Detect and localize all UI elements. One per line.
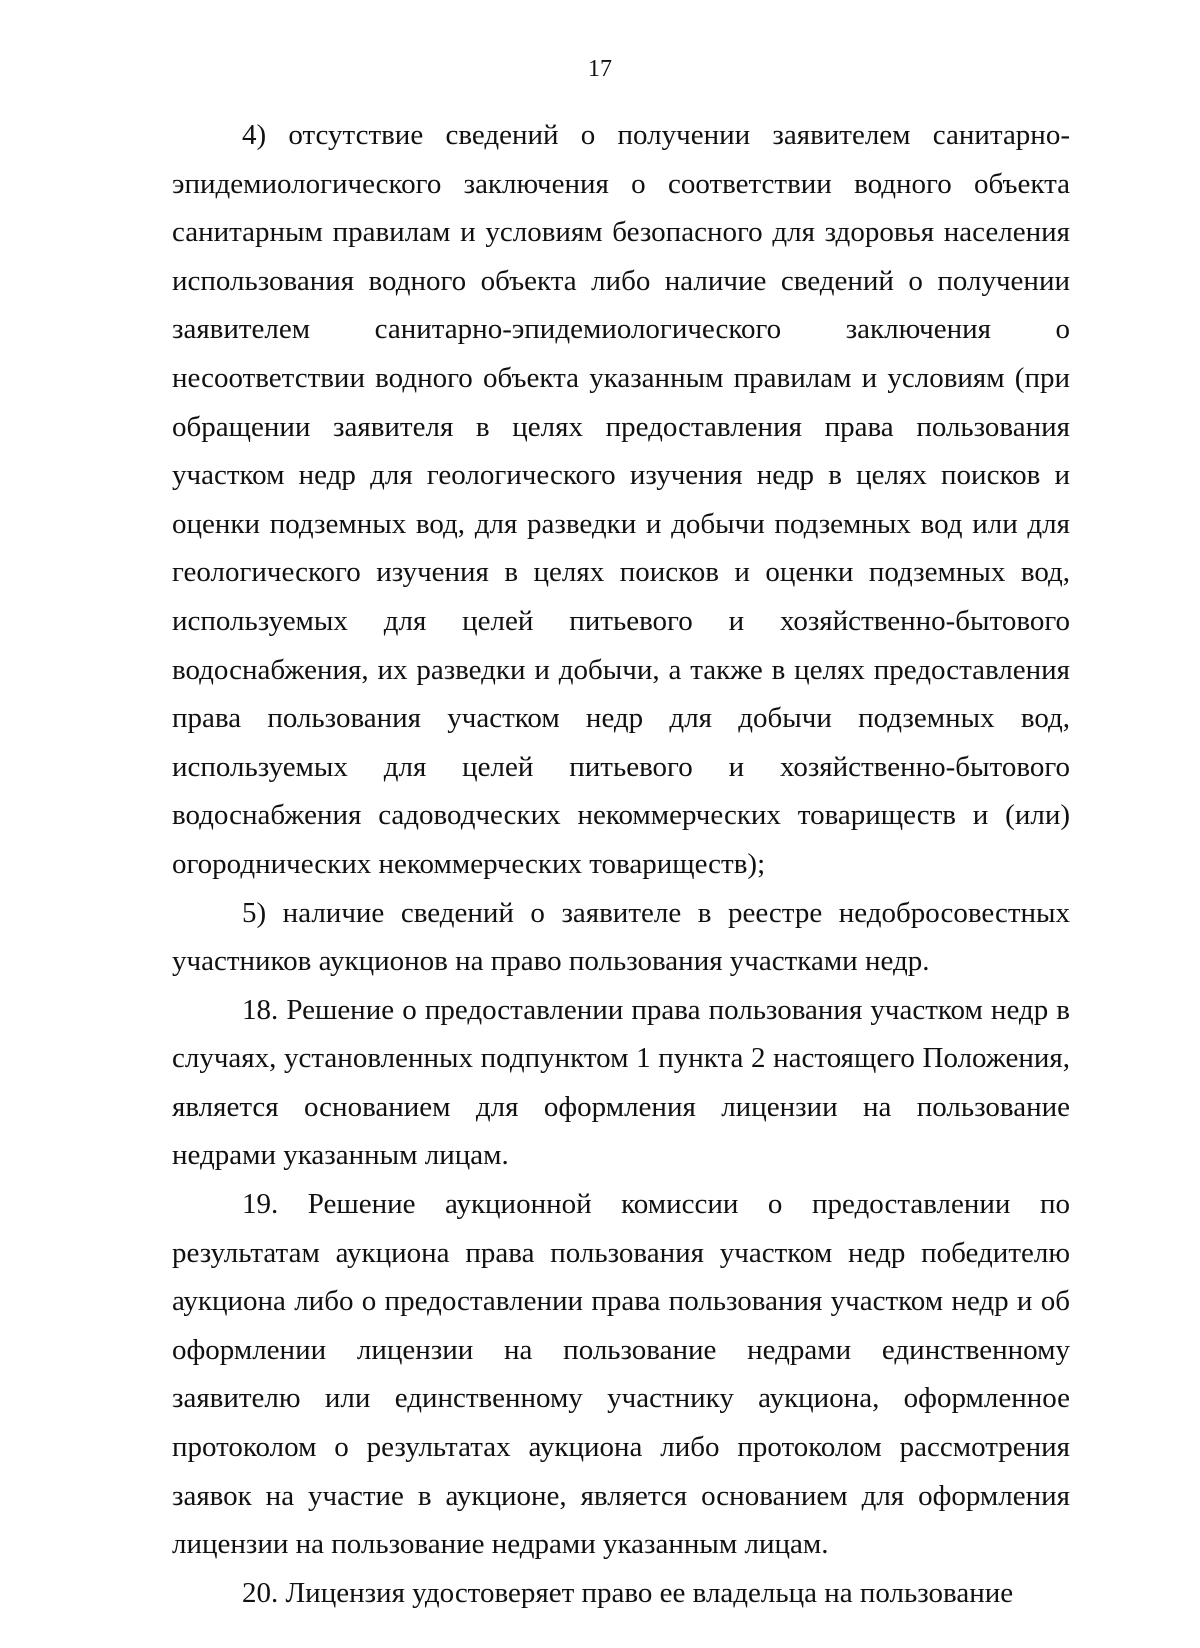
paragraph-clause-19: 19. Решение аукционной комиссии о предоставлении по результатам аукциона права пользования участком недр победителю аукциона либо о предоставлении права пользования участком недр и об оформлении лицензии на пользование недрами единственному заявителю или единственному участнику аукциона, оформленное протоколом о результатах аукциона либо протоколом рассмотрения заявок на участие в аукционе, является основанием для оформления лицензии на пользование недрами указанным лицам. <box>172 1188 1070 1561</box>
paragraph-item-4: 4) отсутствие сведений о получении заявителем санитарно-эпидемиологического заключения о соответствии водного объекта санитарным правилам и условиям безопасного для здоровья населения использования водного объекта либо наличие сведений о получении заявителем санитарно-эпидемиологического заключения о несоответствии водного объекта указанным правилам и условиям (при обращении заявителя в целях предоставления права пользования участком недр для геологического изучения недр в целях поисков и оценки подземных вод, для разведки и добычи подземных вод или для геологического изучения в целях поисков и оценки подземных вод, используемых для целей питьевого и хозяйственно-бытового водоснабжения, их разведки и добычи, а также в целях предоставления права пользования участком недр для добычи подземных вод, используемых для целей питьевого и хозяйственно-бытового водоснабжения садоводческих некоммерческих товариществ и (или) огороднических некоммерческих товариществ); <box>172 119 1070 880</box>
paragraph-clause-18: 18. Решение о предоставлении права пользования участком недр в случаях, установленных подпунктом 1 пункта 2 настоящего Положения, является основанием для оформления лицензии на пользование недрами указанным лицам. <box>172 993 1070 1172</box>
paragraph-item-5: 5) наличие сведений о заявителе в реестре недобросовестных участников аукционов на право пользования участками недр. <box>172 896 1070 978</box>
page-number: 17 <box>588 56 612 82</box>
paragraph-clause-20: 20. Лицензия удостоверяет право ее владельца на пользование <box>242 1576 1014 1609</box>
document-body <box>172 111 1070 1617</box>
